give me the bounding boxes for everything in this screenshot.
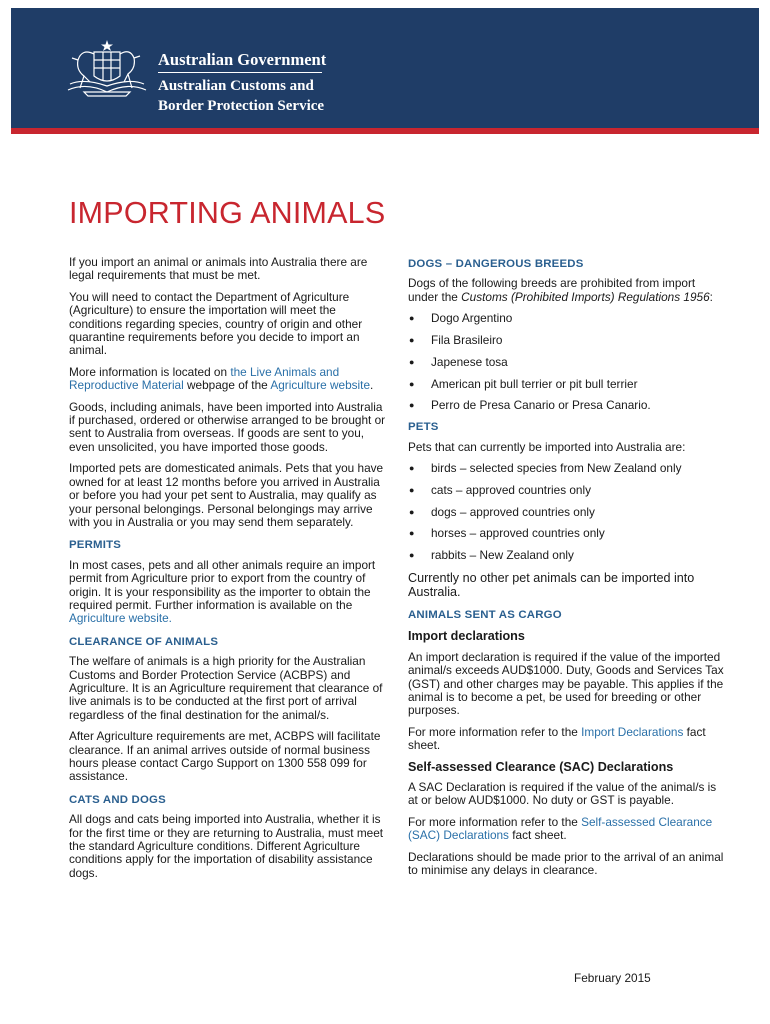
- page-title: IMPORTING ANIMALS: [69, 196, 386, 230]
- cats-dogs-heading: CATS AND DOGS: [69, 793, 166, 806]
- welfare-paragraph: The welfare of animals is a high priority for the Australian Customs and Border Protection Service (ACBPS) and Agriculture. It is an Agriculture requirement that clearance of live animals is to be conducted at the first port of arrival regardless of the final destination for the animal/s.: [69, 654, 383, 722]
- permits-paragraph: [69, 559, 387, 626]
- import-declaration-info-paragraph: [408, 726, 728, 753]
- text: fact sheet.: [508, 828, 567, 843]
- sac-info-paragraph: [408, 816, 728, 843]
- dangerous-breeds-heading: DOGS – DANGEROUS BREEDS: [408, 258, 584, 270]
- bullet-icon: ●: [409, 484, 415, 495]
- list-item: [408, 378, 728, 391]
- live-animals-link[interactable]: the Live Animals and Reproductive Material: [69, 364, 340, 393]
- text: More information is located on: [69, 364, 231, 379]
- import-declarations-link[interactable]: Import Declarations: [581, 724, 684, 739]
- list-item: [408, 334, 728, 347]
- agriculture-website-link-2[interactable]: Agriculture website.: [69, 611, 172, 626]
- pets-heading: PETS: [408, 421, 439, 434]
- text: :: [709, 289, 713, 304]
- text: For more information refer to the: [408, 814, 582, 829]
- bullet-icon: ●: [409, 528, 415, 539]
- text: In most cases, pets and all other animals require an import permit from Agriculture prior to export from the country of origin. It is your responsibility as the importer to obtain the required permit. Further information is available on the: [69, 557, 376, 612]
- list-item: [408, 527, 728, 540]
- right-column: [408, 256, 728, 886]
- agency-name-line1: Australian Customs and: [158, 78, 314, 94]
- footer-date: February 2015: [574, 971, 651, 985]
- list-item-text: horses – approved countries only: [431, 526, 605, 541]
- header-stripe: [11, 128, 759, 134]
- list-item-text: birds – selected species from New Zealand only: [431, 461, 682, 476]
- bullet-icon: ●: [409, 506, 415, 517]
- declaration-timing-paragraph: Declarations should be made prior to the arrival of an animal to minimise any delays in clearance.: [408, 849, 724, 878]
- coat-of-arms-icon: [64, 38, 150, 98]
- list-item: [408, 399, 728, 412]
- cargo-support-paragraph: After Agriculture requirements are met, ACBPS will facilitate clearance. If an animal arrives outside of normal business hours please contact Cargo Support on 1300 558 099 for assistance.: [69, 729, 381, 784]
- list-item-text: Dogo Argentino: [431, 311, 513, 326]
- list-item-text: rabbits – New Zealand only: [431, 548, 574, 563]
- contact-agriculture-paragraph: You will need to contact the Department of Agriculture (Agriculture) to ensure the importation will meet the conditions regarding species, country of origin and other quarantine requirements before you decide to import an animal.: [69, 289, 363, 358]
- bullet-icon: ●: [409, 313, 415, 324]
- list-item-text: Perro de Presa Canario or Presa Canario.: [431, 398, 651, 413]
- bullet-icon: ●: [409, 378, 415, 389]
- list-item: [408, 356, 728, 369]
- list-item: [408, 549, 728, 562]
- text: For more information refer to the: [408, 724, 582, 739]
- list-item: [408, 312, 728, 325]
- bullet-icon: ●: [409, 463, 415, 474]
- goods-paragraph: Goods, including animals, have been imported into Australia if purchased, ordered or otherwise arranged to be brought or sent to Australia from overseas. If goods are sent to you, even unsolicited, you have imported those goods.: [69, 399, 386, 454]
- list-item-text: dogs – approved countries only: [431, 504, 595, 519]
- pets-paragraph: Imported pets are domesticated animals. Pets that you have owned for at least 12 months before you arrived in Australia or before you had your pet sent to Australia, may qualify as your personal belongings. Personal belongings may arrive with you in Australia or you may send them separately.: [69, 461, 384, 529]
- import-declarations-heading: Import declarations: [408, 629, 525, 644]
- pets-intro-paragraph: Pets that can currently be imported into Australia are:: [408, 439, 686, 454]
- more-info-paragraph: [69, 366, 387, 393]
- sac-heading: Self-assessed Clearance (SAC) Declarations: [408, 759, 674, 774]
- government-branding: [158, 50, 327, 115]
- prohibited-breeds-paragraph: [408, 277, 728, 304]
- intro-paragraph: If you import an animal or animals into Australia there are legal requirements that must be met.: [69, 255, 368, 283]
- cargo-heading: ANIMALS SENT AS CARGO: [408, 609, 562, 621]
- list-item-text: Japenese tosa: [431, 354, 508, 369]
- sac-declarations-link[interactable]: Self-assessed Clearance (SAC) Declarations: [408, 814, 713, 843]
- agriculture-website-link[interactable]: Agriculture website: [270, 378, 371, 393]
- breeds-list: [408, 312, 728, 413]
- bullet-icon: ●: [409, 550, 415, 561]
- list-item-text: American pit bull terrier or pit bull terrier: [431, 376, 638, 391]
- sac-paragraph: A SAC Declaration is required if the value of the animal/s is at or below AUD$1000. No duty or GST is payable.: [408, 780, 717, 808]
- no-other-pets-paragraph: Currently no other pet animals can be imported into Australia.: [408, 571, 695, 599]
- text: Dogs of the following breeds are prohibited from import under the: [408, 276, 696, 304]
- government-title: Australian Government: [158, 50, 322, 73]
- clearance-heading: CLEARANCE OF ANIMALS: [69, 635, 219, 648]
- list-item: [408, 484, 728, 497]
- list-item-text: Fila Brasileiro: [431, 333, 503, 348]
- bullet-icon: ●: [409, 356, 415, 367]
- bullet-icon: ●: [409, 400, 415, 411]
- list-item: [408, 462, 728, 475]
- pets-list: [408, 462, 728, 563]
- cats-dogs-paragraph: All dogs and cats being imported into Australia, whether it is for the first time or they are returning to Australia, must meet the standard Agriculture conditions. Different Agriculture conditions apply for the importation of disability assistance dogs.: [69, 812, 384, 880]
- left-column: [69, 256, 387, 888]
- import-declaration-paragraph: An import declaration is required if the value of the imported animal/s exceeds AUD$1000. Duty, Goods and Services Tax (GST) and other charges may be payable. This applies if the animal is to become a pet, be used for breeding or other purposes.: [408, 649, 724, 718]
- bullet-icon: ●: [409, 335, 415, 346]
- permits-heading: PERMITS: [69, 539, 122, 552]
- list-item-text: cats – approved countries only: [431, 482, 592, 497]
- text: webpage of the: [183, 378, 271, 393]
- list-item: [408, 506, 728, 519]
- text: fact sheet.: [408, 724, 706, 753]
- agency-name-line2: Border Protection Service: [158, 98, 325, 114]
- regulations-title: Customs (Prohibited Imports) Regulations 1956: [461, 289, 710, 304]
- text: .: [370, 378, 374, 393]
